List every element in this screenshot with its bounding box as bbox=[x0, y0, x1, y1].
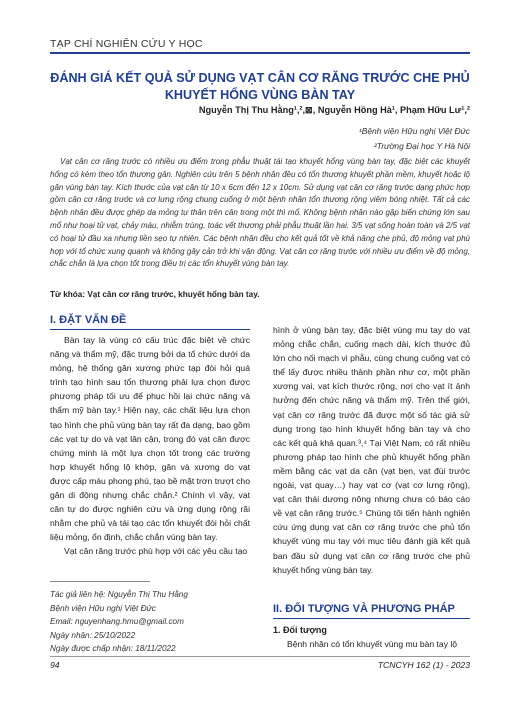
accepted-date: Ngày được chấp nhận: 18/11/2022 bbox=[50, 644, 176, 653]
section-methods-title: II. ĐỐI TƯỢNG VÀ PHƯƠNG PHÁP bbox=[273, 603, 455, 615]
journal-header bbox=[50, 38, 470, 54]
received-date: Ngày nhận: 25/10/2022 bbox=[50, 630, 136, 640]
contact-author: Tác giả liên hệ: Nguyễn Thị Thu Hằng bbox=[50, 590, 188, 599]
subsection-subjects-title: 1. Đối tượng bbox=[273, 625, 327, 635]
footer-rule bbox=[50, 656, 470, 657]
contact-info bbox=[50, 588, 188, 656]
intro-paragraph-2: Vạt cân răng trước phù hợp với các yêu cầu tạo bbox=[64, 546, 248, 557]
keywords-text: Vạt cân cơ răng trước, khuyết hổng bàn tay. bbox=[85, 290, 260, 299]
article-title: ĐÁNH GIÁ KẾT QUẢ SỬ DỤNG VẠT CÂN CƠ RĂNG TRƯỚC CHE PHỦ KHUYẾT HỔNG VÙNG BÀN TAY bbox=[50, 71, 470, 102]
affiliation-2: ²Trường Đại học Y Hà Nội bbox=[373, 141, 470, 151]
abstract: Vạt cân cơ răng trước có nhiều ưu điểm trong phẫu thuật tái tạo khuyết hổng vùng bàn tay, đặc biệt các khuyết hổng có kèm theo tổn thương gân. Nghiên cứu trên 5 bệnh nhân đều có tổn thương khuyết phần mềm, khuyết hoặc lộ gân vùng bàn tay. Kích thước của vạt cân từ 10 x 6cm đến 12 x 10cm. Sử dụng vạt cân cơ răng trước dạng phức hợp gồm cân cơ răng trước và cơ lưng rộng chung cuống ở một bệnh nhân tổn thương rộng viêm bóng nhiệt. Tất cả các bệnh nhân đều được ghép da mỏng tự thân trên cân trong một thì mổ. Không bệnh nhân nào gặp biến chứng lớn sau mổ như hoại tử vạt, chảy máu, nhiễm trùng, toác vết thương phải phẫu thuật lần hai. 3/5 vạt sống hoàn toàn và 2/5 vạt có hoại tử đầu xa nhưng liền sẹo tự nhiên. Các bệnh nhân đều cho kết quả tốt về khả năng che phủ, độ mỏng vạt phù hợp với tổ chức xung quanh và không gây cản trở khi vận động. Vạt cân cơ răng trước với nhiều ưu điểm về độ mỏng, chắc chắn là lựa chọn tốt trong điều trị các tổn khuyết vùng bàn tay. bbox=[50, 157, 470, 269]
keywords-label: Từ khóa: bbox=[50, 290, 86, 299]
page-number: 94 bbox=[50, 660, 60, 670]
section-intro-title: I. ĐẶT VẤN ĐỀ bbox=[50, 314, 127, 326]
header-rule bbox=[50, 52, 470, 54]
contact-rule bbox=[50, 581, 150, 582]
affiliations bbox=[359, 124, 470, 154]
keywords bbox=[50, 290, 470, 299]
affiliation-1: ¹Bệnh viện Hữu nghị Việt Đức bbox=[358, 126, 470, 136]
left-column bbox=[50, 333, 250, 559]
journal-citation: TCNCYH 162 (1) - 2023 bbox=[377, 660, 470, 670]
methods-paragraph bbox=[273, 637, 470, 651]
contact-institution: Bệnh viện Hữu nghị Việt Đức bbox=[50, 603, 156, 613]
contact-email: Email: nguyenhang.hmu@gmail.com bbox=[50, 617, 184, 626]
journal-name: TẠP CHÍ NGHIÊN CỨU Y HỌC bbox=[50, 38, 203, 50]
methods-paragraph-1: Bệnh nhân có tổn khuyết vùng mu bàn tay lộ bbox=[287, 639, 458, 649]
intro-paragraph-continued: hình ở vùng bàn tay, đặc biệt vùng mu tay do vạt mỏng chắc chắn, cuống mạch dài, kích thước đủ lớn cho nối mạch vi phẫu, cùng chung cuống vạt có thể lấy được nhiều thành phần như cơ, một phần xương vai, vạt kích thước rộng, nơi cho vạt ít ảnh hưởng đến chức năng và thẩm mỹ. Trên thế giới, vạt cân cơ răng trước đã được một số tác giả sử dụng trong tạo hình khuyết hổng bàn tay và cho các kết quả khả quan.³,⁴ Tại Việt Nam, có rất nhiều phương pháp tạo hình che phủ khuyết hổng phần mềm bằng các vạt da cân (vạt bẹn, vạt đùi trước ngoài, vạt quay…) hay vạt cơ (vạt cơ lưng rộng), vạt cân thái dương nông nhưng chưa có báo cáo về vạt cân răng trước.⁵ Chúng tôi tiến hành nghiên cứu ứng dụng vạt cân cơ răng trước che phủ tổn khuyết vùng mu tay với mục tiêu đánh giá kết quả ban đầu sử dụng vạt cân cơ răng trước che phủ khuyết hổng vùng bàn tay. bbox=[273, 325, 470, 575]
intro-paragraph-1: Bàn tay là vùng có cấu trúc đặc biệt về chức năng và thẩm mỹ, đặc trưng bởi da tổ chức dưới da mỏng, hệ thống gân xương phức tạp đòi hỏi quá trình tạo hình sau tổn thương phải lựa chọn được phương pháp tối ưu để phục hồi lại chức năng và thẩm mỹ bàn tay.¹ Hiện nay, các chất liệu lựa chọn tạo hình che phủ vùng bàn tay rất đa dạng, bao gồm các vạt tự do và vạt lân cận, trong đó vạt cân được chứng minh là một lựa chọn tốt trong các trường hợp khuyết hổng lộ khớp, gân và xương do vạt được cấp máu phong phú, tạo bề mặt trơn trượt cho gân di động nhưng chắc chắn.² Chính vì vậy, vạt cân tự do được nghiên cứu và ứng dụng rộng rãi nhằm che phủ và tái tạo các tổn khuyết đòi hỏi chất liệu mỏng, ổn định, chắc chắn vùng bàn tay. bbox=[50, 335, 250, 543]
right-column bbox=[273, 323, 470, 577]
section-intro-rule bbox=[50, 329, 250, 330]
section-methods-rule bbox=[273, 618, 470, 619]
authors: Nguyễn Thị Thu Hằng¹,²,⊠, Nguyễn Hồng Hà¹, Phạm Hữu Lư¹,² bbox=[198, 105, 470, 115]
